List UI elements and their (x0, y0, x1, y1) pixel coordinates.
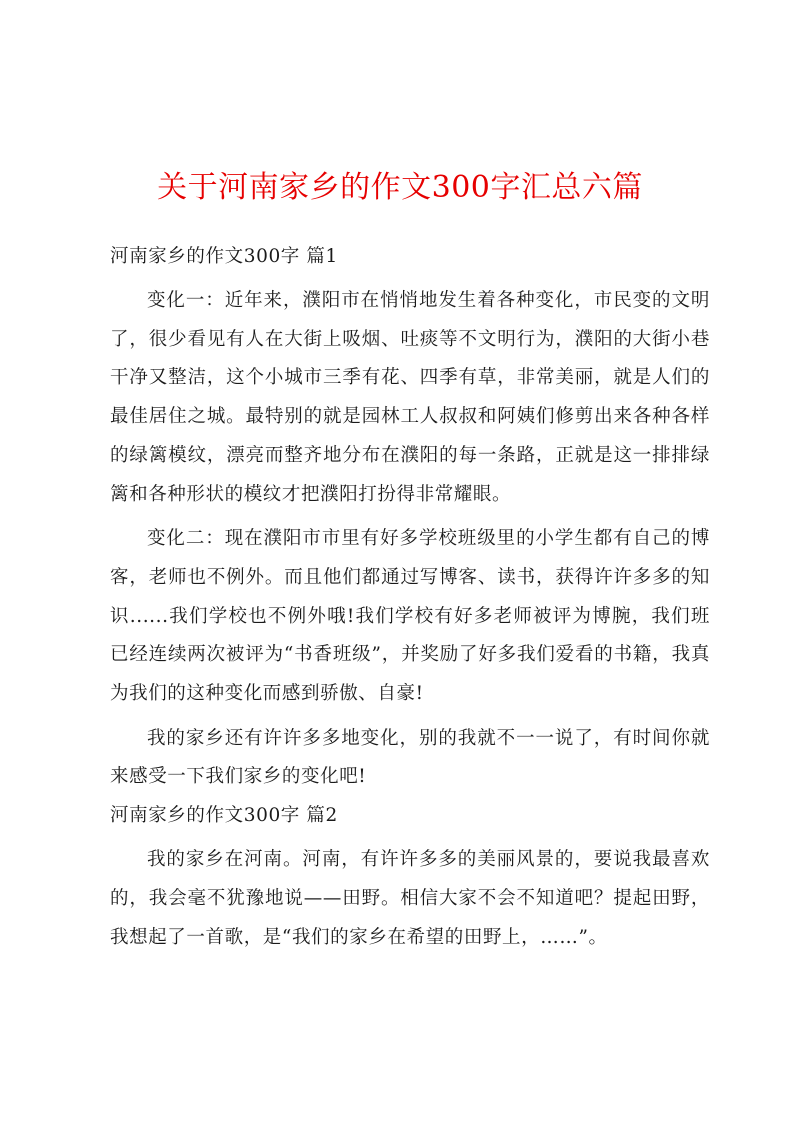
paragraph: 变化二：现在濮阳市市里有好多学校班级里的小学生都有自己的博客，老师也不例外。而且他们都通过写博客、读书，获得许许多多的知识......我们学校也不例外哦!我们学校有好多老师被评为博腕，我们班已经连续两次被评为“书香班级”，并奖励了好多我们爱看的书籍，我真为我们的这种变化而感到骄傲、自豪! (110, 528, 710, 705)
section-heading: 河南家乡的作文300字 篇1 (110, 246, 338, 267)
section-heading: 河南家乡的作文300字 篇2 (110, 805, 338, 827)
document-title: 关于河南家乡的作文300字汇总六篇 (157, 170, 643, 205)
section-2 (110, 797, 710, 957)
paragraph: 我的家乡在河南。河南，有许许多多的美丽风景的，要说我最喜欢的，我会毫不犹豫地说——田野。相信大家不会不知道吧？提起田野，我想起了一首歌，是“我们的家乡在希望的田野上，……”。 (110, 849, 710, 948)
paragraph: 变化一：近年来，濮阳市在悄悄地发生着各种变化，市民变的文明了，很少看见有人在大街上吸烟、吐痰等不文明行为，濮阳的大街小巷干净又整洁，这个小城市三季有花、四季有草，非常美丽，就是人们的最佳居住之城。最特别的就是园林工人叔叔和阿姨们修剪出来各种各样的绿篱模纹，漂亮而整齐地分布在濮阳的每一条路，正就是这一排排绿篱和各种形状的模纹才把濮阳打扮得非常耀眼。 (110, 290, 710, 505)
document-body (110, 238, 710, 957)
paragraph: 我的家乡还有许许多多地变化，别的我就不一一说了，有时间你就来感受一下我们家乡的变化吧! (110, 727, 710, 788)
section-1 (110, 238, 710, 797)
